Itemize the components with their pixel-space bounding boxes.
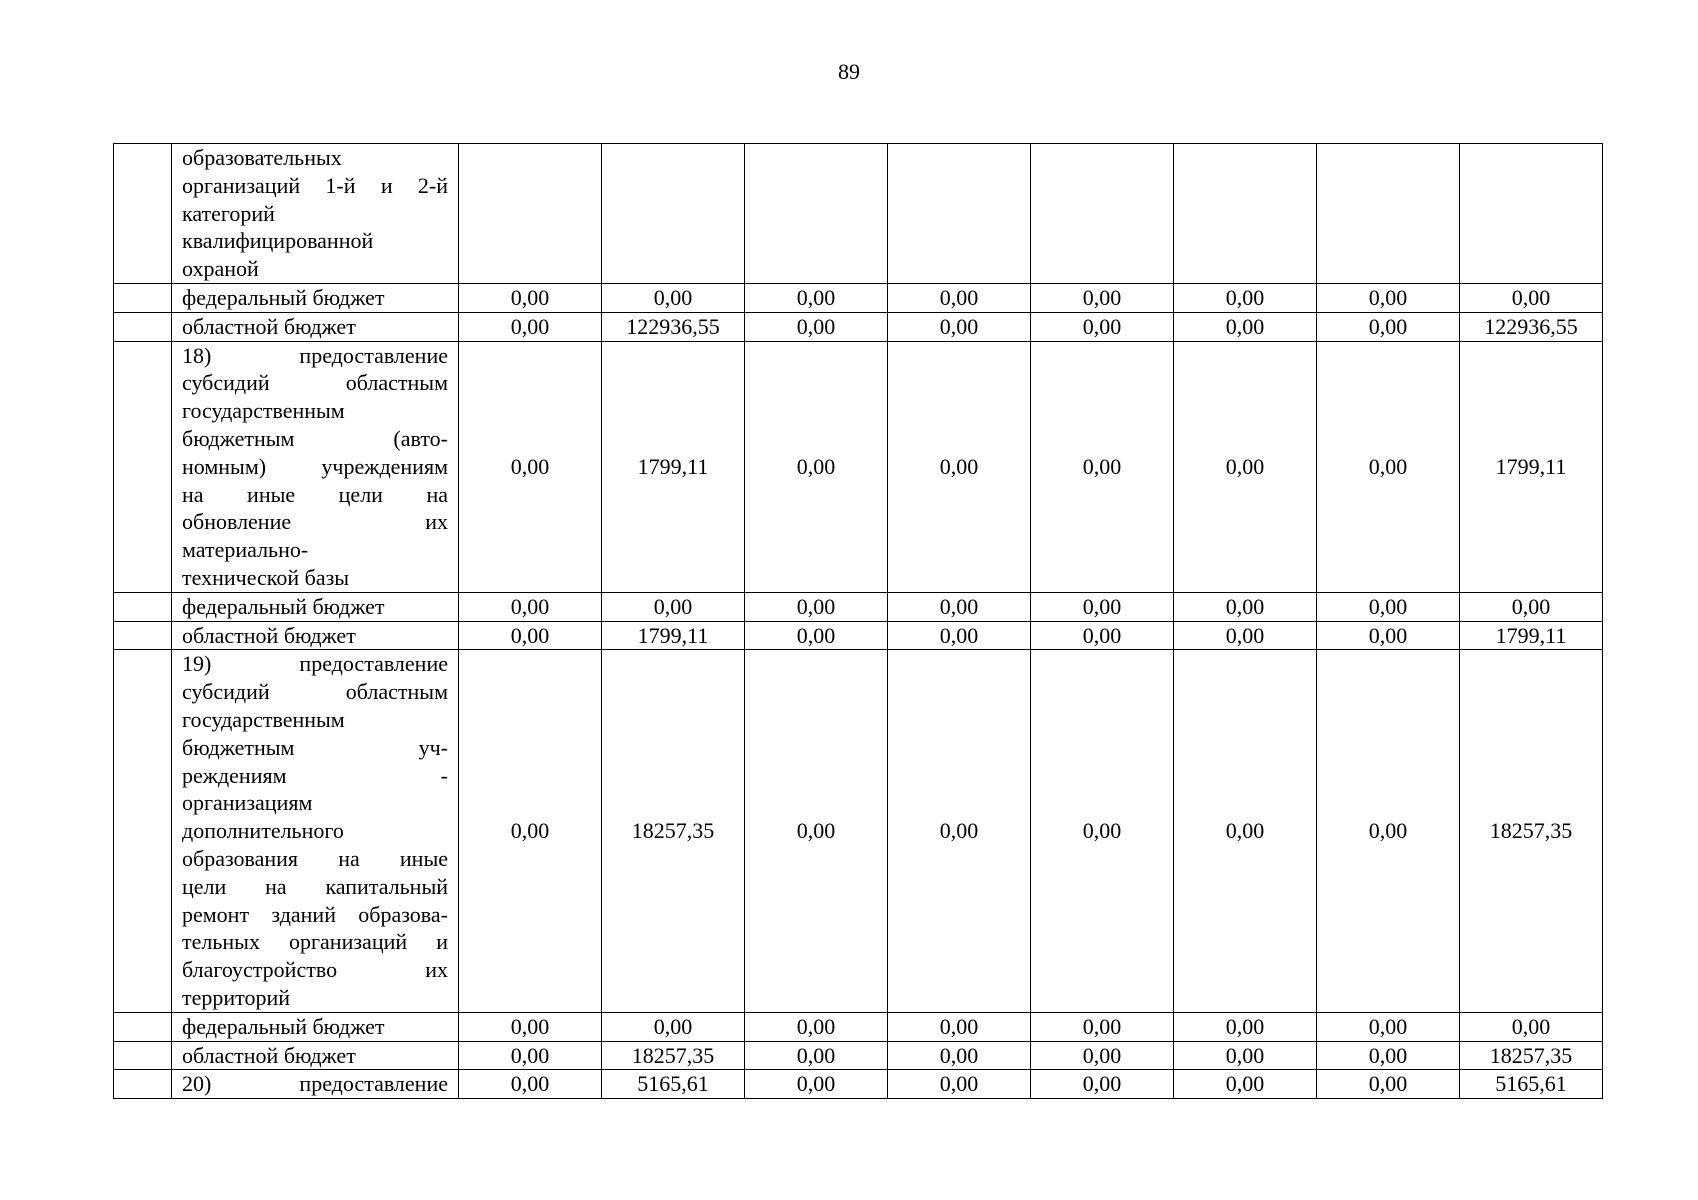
row-description-line: дополнительного [182, 818, 344, 844]
table-row-budget-source [114, 1012, 1603, 1041]
table-row-budget-source [114, 283, 1603, 312]
value-cell: 0,00 [459, 312, 602, 341]
row-description-line: 20) предоставление [182, 1071, 448, 1097]
value-cell: 0,00 [1174, 592, 1317, 621]
value-cell: 0,00 [1460, 283, 1603, 312]
row-number-cell [114, 144, 172, 284]
value-cell: 18257,35 [1460, 1041, 1603, 1070]
value-cell: 0,00 [888, 1041, 1031, 1070]
row-number-cell [114, 1041, 172, 1070]
row-description-line: реждениям - [182, 762, 448, 788]
value-cell [459, 144, 602, 284]
value-cell: 0,00 [459, 1041, 602, 1070]
value-cell: 0,00 [1460, 592, 1603, 621]
value-cell: 0,00 [888, 621, 1031, 650]
value-cell: 0,00 [745, 1041, 888, 1070]
row-number-cell [114, 283, 172, 312]
table-row-item [114, 144, 1603, 284]
row-description-cell [172, 621, 459, 650]
value-cell: 0,00 [1031, 1012, 1174, 1041]
table-row-budget-source [114, 621, 1603, 650]
row-description-line: тельных организаций и [182, 929, 448, 955]
value-cell: 0,00 [602, 592, 745, 621]
row-number-cell [114, 312, 172, 341]
value-cell: 0,00 [1031, 283, 1174, 312]
row-number-cell [114, 592, 172, 621]
value-cell [1031, 144, 1174, 284]
value-cell: 0,00 [1174, 312, 1317, 341]
value-cell: 0,00 [1174, 1012, 1317, 1041]
value-cell: 0,00 [888, 1070, 1031, 1099]
table-row-item [114, 650, 1603, 1012]
value-cell: 122936,55 [1460, 312, 1603, 341]
row-description-line: государственным [182, 706, 345, 732]
value-cell: 1799,11 [1460, 341, 1603, 592]
value-cell: 0,00 [1317, 1070, 1460, 1099]
value-cell: 5165,61 [602, 1070, 745, 1099]
row-description-cell [172, 283, 459, 312]
row-description-text: федеральный бюджет [182, 284, 385, 310]
row-description-line: образовательных [182, 145, 342, 170]
value-cell [745, 144, 888, 284]
value-cell: 0,00 [1317, 592, 1460, 621]
row-description-line: организациям [182, 790, 313, 816]
row-description-line: субсидий областным [182, 370, 448, 396]
value-cell: 0,00 [1174, 283, 1317, 312]
value-cell: 122936,55 [602, 312, 745, 341]
value-cell: 18257,35 [1460, 650, 1603, 1012]
value-cell: 0,00 [745, 1012, 888, 1041]
row-description-line: технической базы [182, 564, 350, 590]
row-description-cell [172, 144, 459, 284]
budget-table [113, 143, 1603, 1099]
value-cell: 0,00 [459, 341, 602, 592]
row-description-line: номным) учреждениям [182, 453, 448, 479]
row-description-line: обновление их [182, 509, 448, 535]
row-description-cell [172, 1070, 459, 1099]
row-number-cell [114, 650, 172, 1012]
value-cell: 0,00 [1174, 621, 1317, 650]
row-description-text: областной бюджет [182, 1042, 356, 1068]
value-cell: 0,00 [888, 592, 1031, 621]
value-cell: 0,00 [745, 650, 888, 1012]
value-cell [602, 144, 745, 284]
row-description-line: субсидий областным [182, 679, 448, 705]
row-description-cell [172, 1041, 459, 1070]
value-cell: 0,00 [1317, 312, 1460, 341]
row-number-cell [114, 341, 172, 592]
value-cell: 0,00 [1317, 1041, 1460, 1070]
value-cell: 0,00 [1460, 1012, 1603, 1041]
row-description-text: областной бюджет [182, 622, 356, 648]
row-description-cell [172, 650, 459, 1012]
row-description-line: охраной [182, 256, 259, 282]
row-description-text: федеральный бюджет [182, 593, 385, 619]
row-description-line: организаций 1-й и 2-й [182, 172, 448, 198]
row-description-line: категорий [182, 200, 275, 226]
value-cell: 0,00 [1317, 1012, 1460, 1041]
value-cell [1460, 144, 1603, 284]
value-cell: 0,00 [888, 312, 1031, 341]
table-row-item [114, 341, 1603, 592]
value-cell: 0,00 [888, 341, 1031, 592]
value-cell: 0,00 [1317, 283, 1460, 312]
row-description-cell [172, 592, 459, 621]
row-number-cell [114, 621, 172, 650]
value-cell: 1799,11 [1460, 621, 1603, 650]
row-number-cell [114, 1012, 172, 1041]
page-number: 89 [838, 59, 860, 84]
value-cell: 0,00 [459, 592, 602, 621]
row-description-line: ремонт зданий образова- [182, 901, 448, 927]
value-cell: 0,00 [1174, 1070, 1317, 1099]
value-cell: 0,00 [1317, 650, 1460, 1012]
value-cell: 0,00 [888, 1012, 1031, 1041]
table-row-budget-source [114, 312, 1603, 341]
row-description-text: федеральный бюджет [182, 1013, 385, 1039]
value-cell: 0,00 [1031, 1070, 1174, 1099]
row-description-line: 19) предоставление [182, 651, 448, 677]
value-cell: 0,00 [745, 1070, 888, 1099]
value-cell: 0,00 [1031, 1041, 1174, 1070]
value-cell: 0,00 [1031, 312, 1174, 341]
value-cell: 0,00 [1174, 1041, 1317, 1070]
value-cell: 18257,35 [602, 1041, 745, 1070]
value-cell [888, 144, 1031, 284]
row-description-cell [172, 341, 459, 592]
value-cell: 0,00 [1174, 341, 1317, 592]
row-description-line: территорий [182, 984, 291, 1010]
row-description-line: бюджетным (авто- [182, 425, 448, 451]
value-cell: 0,00 [1174, 650, 1317, 1012]
value-cell [1317, 144, 1460, 284]
row-description-cell [172, 1012, 459, 1041]
value-cell: 0,00 [888, 283, 1031, 312]
row-description-line: 18) предоставление [182, 342, 448, 368]
row-description-text: областной бюджет [182, 313, 356, 339]
value-cell: 0,00 [745, 283, 888, 312]
row-description-cell [172, 312, 459, 341]
row-description-line: государственным [182, 398, 345, 424]
value-cell: 0,00 [745, 621, 888, 650]
value-cell: 18257,35 [602, 650, 745, 1012]
value-cell: 0,00 [745, 312, 888, 341]
value-cell: 0,00 [1031, 592, 1174, 621]
row-description-line: материально- [182, 537, 309, 563]
value-cell: 1799,11 [602, 621, 745, 650]
row-description-line: на иные цели на [182, 481, 448, 507]
table-row-budget-source [114, 1041, 1603, 1070]
value-cell: 0,00 [459, 283, 602, 312]
row-description-line: бюджетным уч- [182, 734, 448, 760]
row-description-line: благоустройство их [182, 957, 448, 983]
value-cell [1174, 144, 1317, 284]
table-row-item [114, 1070, 1603, 1099]
table-body [114, 144, 1603, 1099]
value-cell: 0,00 [1317, 341, 1460, 592]
value-cell: 0,00 [602, 1012, 745, 1041]
value-cell: 0,00 [745, 592, 888, 621]
value-cell: 0,00 [1031, 650, 1174, 1012]
row-number-cell [114, 1070, 172, 1099]
value-cell: 0,00 [745, 341, 888, 592]
value-cell: 0,00 [1031, 621, 1174, 650]
value-cell: 0,00 [459, 621, 602, 650]
value-cell: 0,00 [459, 1070, 602, 1099]
value-cell: 1799,11 [602, 341, 745, 592]
value-cell: 0,00 [459, 1012, 602, 1041]
row-description-line: образования на иные [182, 845, 448, 871]
table-row-budget-source [114, 592, 1603, 621]
value-cell: 5165,61 [1460, 1070, 1603, 1099]
row-description-line: цели на капитальный [182, 873, 448, 899]
value-cell: 0,00 [602, 283, 745, 312]
value-cell: 0,00 [1317, 621, 1460, 650]
value-cell: 0,00 [459, 650, 602, 1012]
row-description-line: квалифицированной [182, 228, 374, 254]
value-cell: 0,00 [1031, 341, 1174, 592]
value-cell: 0,00 [888, 650, 1031, 1012]
